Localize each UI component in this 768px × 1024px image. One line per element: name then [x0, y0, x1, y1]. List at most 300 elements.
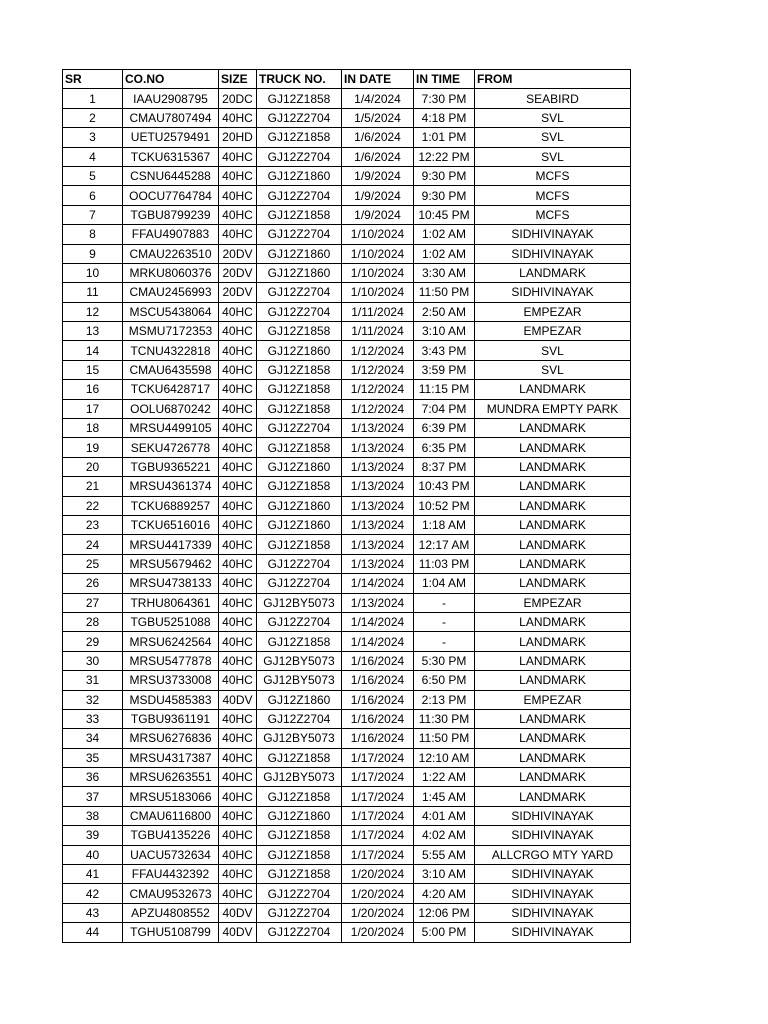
cell-truck-no: GJ12Z2704: [257, 147, 342, 166]
cell-in-date: 1/10/2024: [342, 225, 414, 244]
cell-from: SEABIRD: [475, 89, 631, 108]
cell-sr: 27: [63, 593, 123, 612]
cell-in-date: 1/16/2024: [342, 671, 414, 690]
cell-truck-no: GJ12Z1858: [257, 865, 342, 884]
table-row: [63, 128, 631, 147]
cell-truck-no: GJ12BY5073: [257, 593, 342, 612]
table-row: [63, 419, 631, 438]
cell-size: 40HC: [219, 806, 257, 825]
header-in-date: IN DATE: [342, 70, 414, 89]
table-row: [63, 341, 631, 360]
cell-from: SIDHIVINAYAK: [475, 283, 631, 302]
cell-container-no: MSCU5438064: [123, 302, 219, 321]
cell-truck-no: GJ12Z1858: [257, 438, 342, 457]
cell-truck-no: GJ12Z2704: [257, 903, 342, 922]
cell-from: EMPEZAR: [475, 322, 631, 341]
cell-from: LANDMARK: [475, 768, 631, 787]
table-row: [63, 535, 631, 554]
cell-in-date: 1/13/2024: [342, 554, 414, 573]
cell-sr: 15: [63, 360, 123, 379]
cell-sr: 8: [63, 225, 123, 244]
cell-truck-no: GJ12Z2704: [257, 302, 342, 321]
cell-truck-no: GJ12Z1860: [257, 515, 342, 534]
table-row: [63, 729, 631, 748]
cell-container-no: SEKU4726778: [123, 438, 219, 457]
cell-size: 40HC: [219, 166, 257, 185]
container-log-table: [62, 69, 631, 943]
cell-in-date: 1/16/2024: [342, 729, 414, 748]
cell-in-date: 1/6/2024: [342, 147, 414, 166]
cell-container-no: TGBU9361191: [123, 709, 219, 728]
cell-in-date: 1/11/2024: [342, 302, 414, 321]
table-row: [63, 225, 631, 244]
cell-size: 40HC: [219, 360, 257, 379]
cell-container-no: APZU4808552: [123, 903, 219, 922]
cell-in-date: 1/14/2024: [342, 574, 414, 593]
cell-in-time: 11:15 PM: [414, 380, 475, 399]
cell-in-time: 10:52 PM: [414, 496, 475, 515]
cell-container-no: MSDU4585383: [123, 690, 219, 709]
cell-truck-no: GJ12Z1860: [257, 457, 342, 476]
cell-in-time: 7:30 PM: [414, 89, 475, 108]
header-from: FROM: [475, 70, 631, 89]
cell-from: LANDMARK: [475, 748, 631, 767]
cell-size: 40HC: [219, 205, 257, 224]
cell-from: EMPEZAR: [475, 302, 631, 321]
cell-from: LANDMARK: [475, 477, 631, 496]
cell-from: LANDMARK: [475, 671, 631, 690]
cell-truck-no: GJ12Z2704: [257, 923, 342, 942]
cell-in-date: 1/12/2024: [342, 399, 414, 418]
cell-sr: 28: [63, 612, 123, 631]
cell-sr: 41: [63, 865, 123, 884]
cell-truck-no: GJ12Z1858: [257, 399, 342, 418]
cell-in-date: 1/12/2024: [342, 380, 414, 399]
cell-in-time: 4:20 AM: [414, 884, 475, 903]
cell-size: 40HC: [219, 612, 257, 631]
cell-in-time: 1:02 AM: [414, 244, 475, 263]
cell-sr: 3: [63, 128, 123, 147]
table-row: [63, 515, 631, 534]
cell-in-date: 1/13/2024: [342, 515, 414, 534]
table-row: [63, 845, 631, 864]
cell-size: 40DV: [219, 923, 257, 942]
cell-size: 20DC: [219, 89, 257, 108]
cell-size: 40HC: [219, 302, 257, 321]
cell-in-time: 3:30 AM: [414, 263, 475, 282]
table-row: [63, 322, 631, 341]
table-row: [63, 166, 631, 185]
cell-in-date: 1/13/2024: [342, 535, 414, 554]
cell-sr: 36: [63, 768, 123, 787]
cell-container-no: MRSU5477878: [123, 651, 219, 670]
cell-sr: 37: [63, 787, 123, 806]
cell-size: 40HC: [219, 554, 257, 573]
cell-container-no: CMAU6435598: [123, 360, 219, 379]
cell-container-no: TCKU6516016: [123, 515, 219, 534]
cell-from: SIDHIVINAYAK: [475, 923, 631, 942]
cell-sr: 34: [63, 729, 123, 748]
table-row: [63, 923, 631, 942]
cell-in-time: 9:30 PM: [414, 186, 475, 205]
cell-container-no: MRSU6276836: [123, 729, 219, 748]
table-row: [63, 89, 631, 108]
cell-in-time: -: [414, 593, 475, 612]
cell-in-time: 1:04 AM: [414, 574, 475, 593]
cell-in-time: 11:50 PM: [414, 283, 475, 302]
cell-in-date: 1/14/2024: [342, 632, 414, 651]
cell-from: LANDMARK: [475, 438, 631, 457]
table-row: [63, 574, 631, 593]
table-row: [63, 651, 631, 670]
cell-container-no: MRSU5183066: [123, 787, 219, 806]
cell-in-date: 1/17/2024: [342, 748, 414, 767]
table-row: [63, 768, 631, 787]
cell-sr: 7: [63, 205, 123, 224]
cell-sr: 9: [63, 244, 123, 263]
cell-from: LANDMARK: [475, 457, 631, 476]
cell-size: 40HC: [219, 787, 257, 806]
cell-truck-no: GJ12Z1860: [257, 166, 342, 185]
cell-size: 40HC: [219, 651, 257, 670]
cell-size: 40HC: [219, 515, 257, 534]
cell-size: 40HC: [219, 438, 257, 457]
cell-in-time: 3:10 AM: [414, 322, 475, 341]
cell-from: SVL: [475, 147, 631, 166]
cell-in-time: 1:45 AM: [414, 787, 475, 806]
table-row: [63, 690, 631, 709]
cell-size: 40HC: [219, 108, 257, 127]
table-row: [63, 457, 631, 476]
table-row: [63, 438, 631, 457]
cell-container-no: TRHU8064361: [123, 593, 219, 612]
cell-sr: 42: [63, 884, 123, 903]
cell-from: LANDMARK: [475, 709, 631, 728]
cell-from: SIDHIVINAYAK: [475, 903, 631, 922]
cell-in-time: 11:50 PM: [414, 729, 475, 748]
cell-truck-no: GJ12Z1858: [257, 128, 342, 147]
cell-in-time: 6:35 PM: [414, 438, 475, 457]
cell-in-time: 5:55 AM: [414, 845, 475, 864]
cell-size: 40HC: [219, 419, 257, 438]
cell-from: MCFS: [475, 166, 631, 185]
cell-sr: 23: [63, 515, 123, 534]
cell-truck-no: GJ12Z2704: [257, 612, 342, 631]
cell-container-no: CMAU2263510: [123, 244, 219, 263]
table-row: [63, 380, 631, 399]
cell-in-date: 1/10/2024: [342, 263, 414, 282]
cell-container-no: MRSU6263551: [123, 768, 219, 787]
cell-from: SIDHIVINAYAK: [475, 806, 631, 825]
cell-size: 40DV: [219, 690, 257, 709]
cell-from: SIDHIVINAYAK: [475, 244, 631, 263]
cell-truck-no: GJ12Z2704: [257, 574, 342, 593]
cell-in-date: 1/13/2024: [342, 593, 414, 612]
cell-in-time: 1:18 AM: [414, 515, 475, 534]
cell-container-no: MRSU4417339: [123, 535, 219, 554]
cell-truck-no: GJ12Z2704: [257, 884, 342, 903]
cell-truck-no: GJ12BY5073: [257, 768, 342, 787]
cell-size: 40HC: [219, 768, 257, 787]
cell-truck-no: GJ12Z2704: [257, 108, 342, 127]
cell-in-date: 1/13/2024: [342, 457, 414, 476]
cell-truck-no: GJ12Z1858: [257, 748, 342, 767]
cell-in-date: 1/13/2024: [342, 496, 414, 515]
cell-truck-no: GJ12Z2704: [257, 419, 342, 438]
cell-container-no: MSMU7172353: [123, 322, 219, 341]
cell-size: 40HC: [219, 496, 257, 515]
cell-in-time: 3:43 PM: [414, 341, 475, 360]
cell-in-time: -: [414, 612, 475, 631]
cell-in-time: 12:06 PM: [414, 903, 475, 922]
header-size: SIZE: [219, 70, 257, 89]
cell-in-time: 4:01 AM: [414, 806, 475, 825]
cell-truck-no: GJ12Z2704: [257, 554, 342, 573]
cell-from: ALLCRGO MTY YARD: [475, 845, 631, 864]
cell-container-no: MRSU3733008: [123, 671, 219, 690]
cell-in-date: 1/9/2024: [342, 205, 414, 224]
table-row: [63, 593, 631, 612]
cell-in-date: 1/5/2024: [342, 108, 414, 127]
cell-sr: 39: [63, 826, 123, 845]
cell-sr: 2: [63, 108, 123, 127]
cell-sr: 10: [63, 263, 123, 282]
cell-in-date: 1/13/2024: [342, 438, 414, 457]
cell-size: 40HC: [219, 593, 257, 612]
cell-container-no: TGBU4135226: [123, 826, 219, 845]
table-row: [63, 186, 631, 205]
table-row: [63, 554, 631, 573]
cell-in-time: 2:13 PM: [414, 690, 475, 709]
cell-container-no: OOCU7764784: [123, 186, 219, 205]
table-row: [63, 477, 631, 496]
table-row: [63, 108, 631, 127]
cell-sr: 35: [63, 748, 123, 767]
cell-from: LANDMARK: [475, 380, 631, 399]
cell-in-time: 1:01 PM: [414, 128, 475, 147]
cell-size: 40HC: [219, 535, 257, 554]
cell-size: 40HC: [219, 729, 257, 748]
table-row: [63, 787, 631, 806]
cell-size: 40HC: [219, 574, 257, 593]
cell-truck-no: GJ12Z1860: [257, 496, 342, 515]
cell-size: 40HC: [219, 380, 257, 399]
cell-from: LANDMARK: [475, 612, 631, 631]
cell-from: LANDMARK: [475, 419, 631, 438]
cell-size: 40HC: [219, 748, 257, 767]
cell-in-date: 1/17/2024: [342, 768, 414, 787]
cell-sr: 26: [63, 574, 123, 593]
cell-from: SVL: [475, 108, 631, 127]
cell-in-time: 7:04 PM: [414, 399, 475, 418]
cell-sr: 4: [63, 147, 123, 166]
cell-truck-no: GJ12Z1858: [257, 632, 342, 651]
table-row: [63, 263, 631, 282]
cell-in-date: 1/14/2024: [342, 612, 414, 631]
cell-in-date: 1/20/2024: [342, 884, 414, 903]
cell-sr: 44: [63, 923, 123, 942]
cell-truck-no: GJ12Z1858: [257, 89, 342, 108]
cell-from: EMPEZAR: [475, 690, 631, 709]
cell-size: 40HC: [219, 322, 257, 341]
cell-size: 40HC: [219, 865, 257, 884]
cell-from: LANDMARK: [475, 515, 631, 534]
table-row: [63, 283, 631, 302]
cell-sr: 38: [63, 806, 123, 825]
cell-from: LANDMARK: [475, 729, 631, 748]
cell-container-no: TGBU5251088: [123, 612, 219, 631]
cell-truck-no: GJ12Z1858: [257, 826, 342, 845]
cell-sr: 16: [63, 380, 123, 399]
cell-sr: 18: [63, 419, 123, 438]
cell-container-no: OOLU6870242: [123, 399, 219, 418]
cell-truck-no: GJ12Z2704: [257, 709, 342, 728]
cell-truck-no: GJ12Z2704: [257, 186, 342, 205]
cell-container-no: TCKU6428717: [123, 380, 219, 399]
cell-in-time: 11:30 PM: [414, 709, 475, 728]
cell-truck-no: GJ12Z1860: [257, 244, 342, 263]
cell-sr: 32: [63, 690, 123, 709]
cell-container-no: TGBU8799239: [123, 205, 219, 224]
cell-size: 40HC: [219, 845, 257, 864]
cell-sr: 25: [63, 554, 123, 573]
cell-truck-no: GJ12Z1858: [257, 535, 342, 554]
cell-truck-no: GJ12Z1858: [257, 477, 342, 496]
cell-size: 40HC: [219, 477, 257, 496]
table-row: [63, 806, 631, 825]
table-row: [63, 612, 631, 631]
cell-in-date: 1/17/2024: [342, 787, 414, 806]
cell-in-time: 12:17 AM: [414, 535, 475, 554]
table-row: [63, 826, 631, 845]
cell-size: 40HC: [219, 147, 257, 166]
cell-in-date: 1/13/2024: [342, 477, 414, 496]
cell-in-time: 5:00 PM: [414, 923, 475, 942]
cell-in-time: 1:02 AM: [414, 225, 475, 244]
cell-size: 40HC: [219, 826, 257, 845]
cell-from: LANDMARK: [475, 787, 631, 806]
table-row: [63, 884, 631, 903]
table-row: [63, 360, 631, 379]
cell-size: 40HC: [219, 709, 257, 728]
cell-container-no: TGBU9365221: [123, 457, 219, 476]
cell-in-time: 10:43 PM: [414, 477, 475, 496]
cell-sr: 14: [63, 341, 123, 360]
table-row: [63, 865, 631, 884]
cell-size: 40HC: [219, 884, 257, 903]
cell-from: MCFS: [475, 205, 631, 224]
cell-sr: 30: [63, 651, 123, 670]
cell-truck-no: GJ12Z1858: [257, 787, 342, 806]
header-container-no: CO.NO: [123, 70, 219, 89]
cell-container-no: MRSU4738133: [123, 574, 219, 593]
cell-from: LANDMARK: [475, 651, 631, 670]
cell-in-date: 1/9/2024: [342, 166, 414, 185]
cell-from: SIDHIVINAYAK: [475, 865, 631, 884]
cell-sr: 12: [63, 302, 123, 321]
cell-sr: 11: [63, 283, 123, 302]
cell-in-date: 1/20/2024: [342, 903, 414, 922]
cell-container-no: CSNU6445288: [123, 166, 219, 185]
cell-from: SVL: [475, 341, 631, 360]
table-row: [63, 302, 631, 321]
cell-sr: 43: [63, 903, 123, 922]
cell-in-time: 9:30 PM: [414, 166, 475, 185]
cell-from: EMPEZAR: [475, 593, 631, 612]
cell-sr: 17: [63, 399, 123, 418]
table-row: [63, 496, 631, 515]
table-row: [63, 399, 631, 418]
cell-in-time: 11:03 PM: [414, 554, 475, 573]
cell-sr: 24: [63, 535, 123, 554]
table-row: [63, 244, 631, 263]
cell-in-date: 1/16/2024: [342, 690, 414, 709]
cell-from: SVL: [475, 128, 631, 147]
cell-in-time: 6:50 PM: [414, 671, 475, 690]
cell-in-date: 1/4/2024: [342, 89, 414, 108]
cell-from: LANDMARK: [475, 554, 631, 573]
table-row: [63, 709, 631, 728]
cell-in-date: 1/12/2024: [342, 341, 414, 360]
cell-sr: 1: [63, 89, 123, 108]
cell-in-date: 1/13/2024: [342, 419, 414, 438]
cell-in-time: 12:22 PM: [414, 147, 475, 166]
cell-size: 20DV: [219, 244, 257, 263]
table-row: [63, 671, 631, 690]
cell-container-no: MRKU8060376: [123, 263, 219, 282]
cell-truck-no: GJ12Z1858: [257, 322, 342, 341]
cell-container-no: TCKU6315367: [123, 147, 219, 166]
cell-in-time: 3:10 AM: [414, 865, 475, 884]
cell-container-no: CMAU9532673: [123, 884, 219, 903]
cell-in-date: 1/20/2024: [342, 923, 414, 942]
cell-in-time: 4:02 AM: [414, 826, 475, 845]
cell-truck-no: GJ12Z1860: [257, 341, 342, 360]
cell-sr: 29: [63, 632, 123, 651]
cell-truck-no: GJ12BY5073: [257, 651, 342, 670]
cell-sr: 31: [63, 671, 123, 690]
cell-sr: 40: [63, 845, 123, 864]
header-in-time: IN TIME: [414, 70, 475, 89]
cell-from: SIDHIVINAYAK: [475, 826, 631, 845]
cell-container-no: MRSU4499105: [123, 419, 219, 438]
cell-container-no: TGHU5108799: [123, 923, 219, 942]
cell-in-date: 1/6/2024: [342, 128, 414, 147]
cell-from: SVL: [475, 360, 631, 379]
header-truck-no: TRUCK NO.: [257, 70, 342, 89]
cell-in-time: 10:45 PM: [414, 205, 475, 224]
cell-container-no: MRSU4317387: [123, 748, 219, 767]
cell-in-date: 1/9/2024: [342, 186, 414, 205]
cell-truck-no: GJ12Z2704: [257, 225, 342, 244]
cell-truck-no: GJ12BY5073: [257, 729, 342, 748]
cell-in-time: 3:59 PM: [414, 360, 475, 379]
cell-sr: 6: [63, 186, 123, 205]
cell-container-no: FFAU4432392: [123, 865, 219, 884]
cell-size: 40HC: [219, 632, 257, 651]
cell-container-no: MRSU5679462: [123, 554, 219, 573]
cell-container-no: MRSU4361374: [123, 477, 219, 496]
cell-size: 40HC: [219, 399, 257, 418]
cell-size: 40HC: [219, 186, 257, 205]
cell-size: 40HC: [219, 457, 257, 476]
cell-in-date: 1/10/2024: [342, 283, 414, 302]
cell-in-time: 2:50 AM: [414, 302, 475, 321]
cell-container-no: MRSU6242564: [123, 632, 219, 651]
cell-in-time: -: [414, 632, 475, 651]
cell-container-no: CMAU7807494: [123, 108, 219, 127]
cell-container-no: TCKU6889257: [123, 496, 219, 515]
